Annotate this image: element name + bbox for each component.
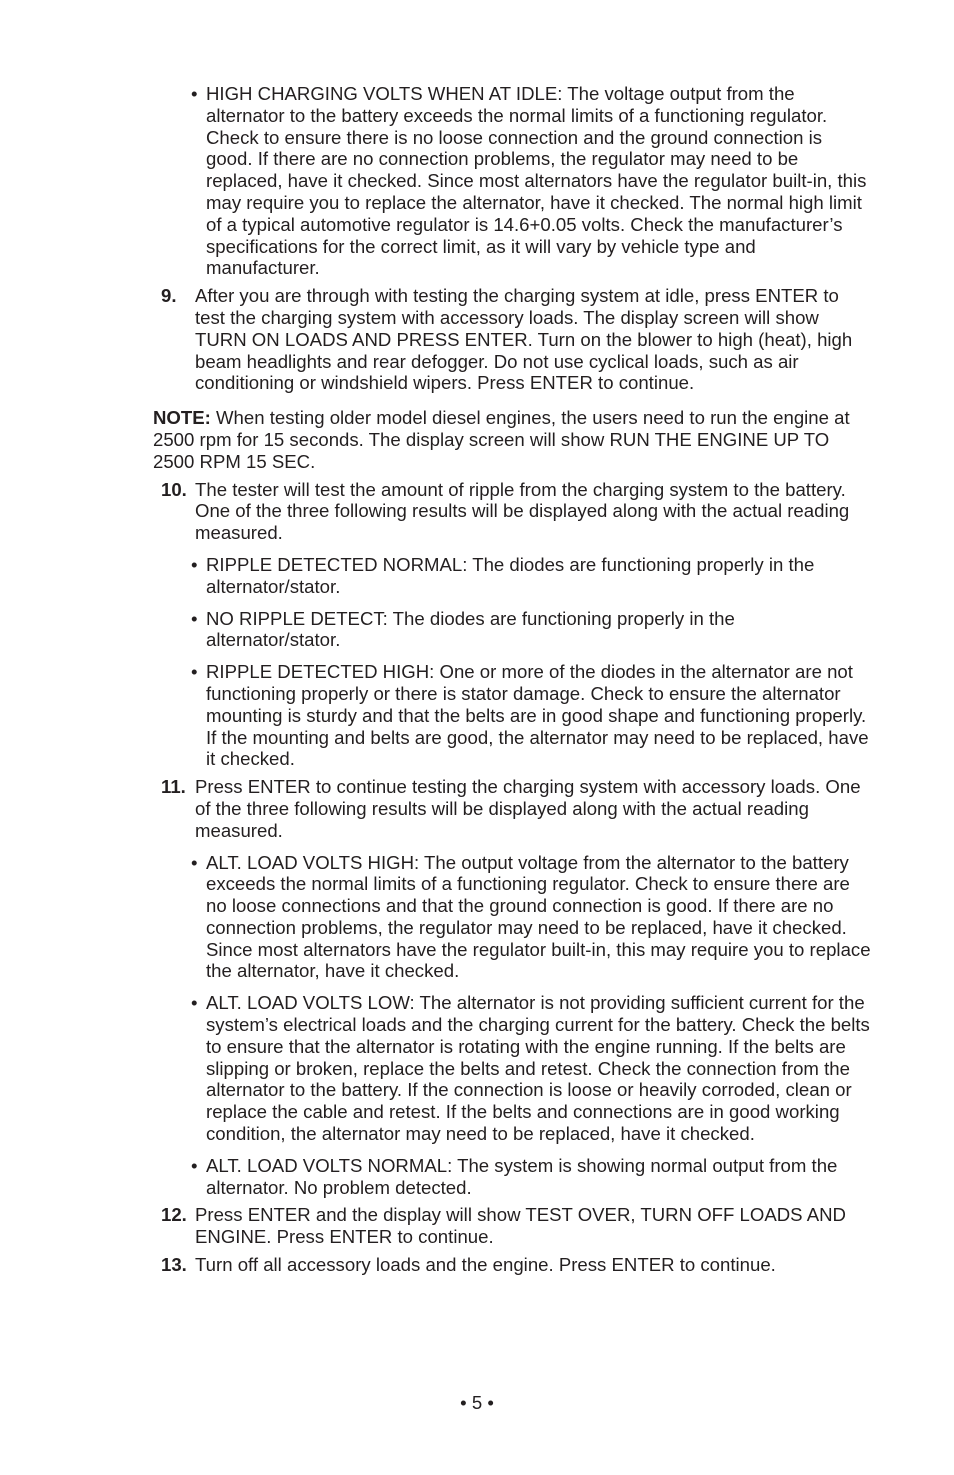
step-text: Press ENTER and the display will show TEST OVER, TURN OFF LOADS AND ENGINE. Press ENTER to continue. bbox=[195, 1204, 846, 1248]
step-text: Press ENTER to continue testing the charging system with accessory loads. One of the three following results will be displayed along with the actual reading measured. bbox=[195, 776, 861, 841]
bullet-glyph: • bbox=[191, 661, 198, 683]
step-number: 9. bbox=[161, 285, 177, 307]
step-10 bbox=[153, 479, 873, 544]
bullet-glyph: • bbox=[191, 992, 198, 1014]
step-11 bbox=[153, 776, 873, 841]
bullet-text: NO RIPPLE DETECT: The diodes are functioning properly in the alternator/stator. bbox=[206, 607, 735, 651]
bullet-load-volts-high bbox=[191, 852, 873, 983]
bullet-glyph: • bbox=[191, 851, 198, 873]
step-9 bbox=[153, 285, 873, 394]
step-number: 13. bbox=[161, 1254, 187, 1276]
bullet-text: ALT. LOAD VOLTS LOW: The alternator is not providing sufficient current for the system’s electrical loads and the charging current for the battery. Check the belts to ensure that the alternator is rotating with the engine running. If the belts are slipping or broken, replace the belts and retest. Check the connection from the alternator to the battery. If the connection is loose or heavily corroded, clean or replace the cable and retest. If the belts and connections are in good working condition, the alternator may need to be replaced, have it checked. bbox=[206, 992, 870, 1145]
step-text: After you are through with testing the charging system at idle, press ENTER to test the charging system with accessory loads. The display screen will show TURN ON LOADS AND PRESS ENTER. Turn on the blower to high (heat), high beam headlights and rear defogger. Do not use cyclical loads, such as air conditioning or windshield wipers. Press ENTER to continue. bbox=[195, 285, 853, 394]
step-number: 11. bbox=[161, 776, 186, 798]
page-number: • 5 • bbox=[460, 1392, 494, 1413]
step-number: 12. bbox=[161, 1204, 187, 1226]
bullet-load-volts-low bbox=[191, 992, 873, 1145]
bullet-text: RIPPLE DETECTED NORMAL: The diodes are functioning properly in the alternator/stator. bbox=[206, 553, 815, 597]
step-13 bbox=[153, 1254, 873, 1276]
step-12 bbox=[153, 1204, 873, 1248]
note-label: NOTE: bbox=[153, 407, 211, 429]
bullet-high-charging-volts bbox=[191, 83, 873, 279]
bullet-load-volts-normal bbox=[191, 1155, 873, 1199]
step-text: Turn off all accessory loads and the engine. Press ENTER to continue. bbox=[195, 1254, 776, 1276]
bullet-ripple-high bbox=[191, 661, 873, 770]
bullet-ripple-normal bbox=[191, 554, 873, 598]
bullet-glyph: • bbox=[191, 1154, 198, 1176]
step-text: The tester will test the amount of ripple from the charging system to the battery. One of the three following results will be displayed along with the actual reading measured. bbox=[195, 478, 850, 544]
bullet-glyph: • bbox=[191, 607, 198, 629]
page-content bbox=[153, 83, 873, 1276]
bullet-text: HIGH CHARGING VOLTS WHEN AT IDLE: The voltage output from the alternator to the battery exceeds the normal limits of a functioning regulator. Check to ensure there is no loose connection and the ground connection is good. If there are no connection problems, the regulator may need to be replaced, have it checked. Since most alternators have the regulator built-in, this may require you to replace the alternator, have it checked. The normal high limit of a typical automotive regulator is 14.6+0.05 volts. Check the manufacturer’s specifications for the correct limit, as it will vary by vehicle type and manufacturer. bbox=[206, 83, 867, 279]
bullet-text: ALT. LOAD VOLTS NORMAL: The system is showing normal output from the alternator. No problem detected. bbox=[206, 1154, 838, 1198]
note-paragraph bbox=[153, 407, 873, 472]
bullet-text: ALT. LOAD VOLTS HIGH: The output voltage from the alternator to the battery exceeds the normal limits of a functioning regulator. Check to ensure there are no loose connections and that the ground connection is good. If there are no connection problems, the regulator may need to be replaced, have it checked. Since most alternators have the regulator built-in, this may require you to replace the alternator, have it checked. bbox=[206, 851, 871, 982]
bullet-glyph: • bbox=[191, 553, 198, 575]
note-text: When testing older model diesel engines, the users need to run the engine at 2500 rpm for 15 seconds. The display screen will show RUN THE ENGINE UP TO 2500 RPM 15 SEC. bbox=[153, 407, 850, 472]
bullet-text: RIPPLE DETECTED HIGH: One or more of the diodes in the alternator are not functioning properly or there is stator damage. Check to ensure the alternator mounting is sturdy and that the belts are in good shape and functioning properly. If the mounting and belts are good, the alternator may need to be replaced, have it checked. bbox=[206, 661, 869, 770]
step-number: 10. bbox=[161, 478, 187, 500]
bullet-glyph: • bbox=[191, 83, 198, 104]
bullet-no-ripple bbox=[191, 608, 873, 652]
